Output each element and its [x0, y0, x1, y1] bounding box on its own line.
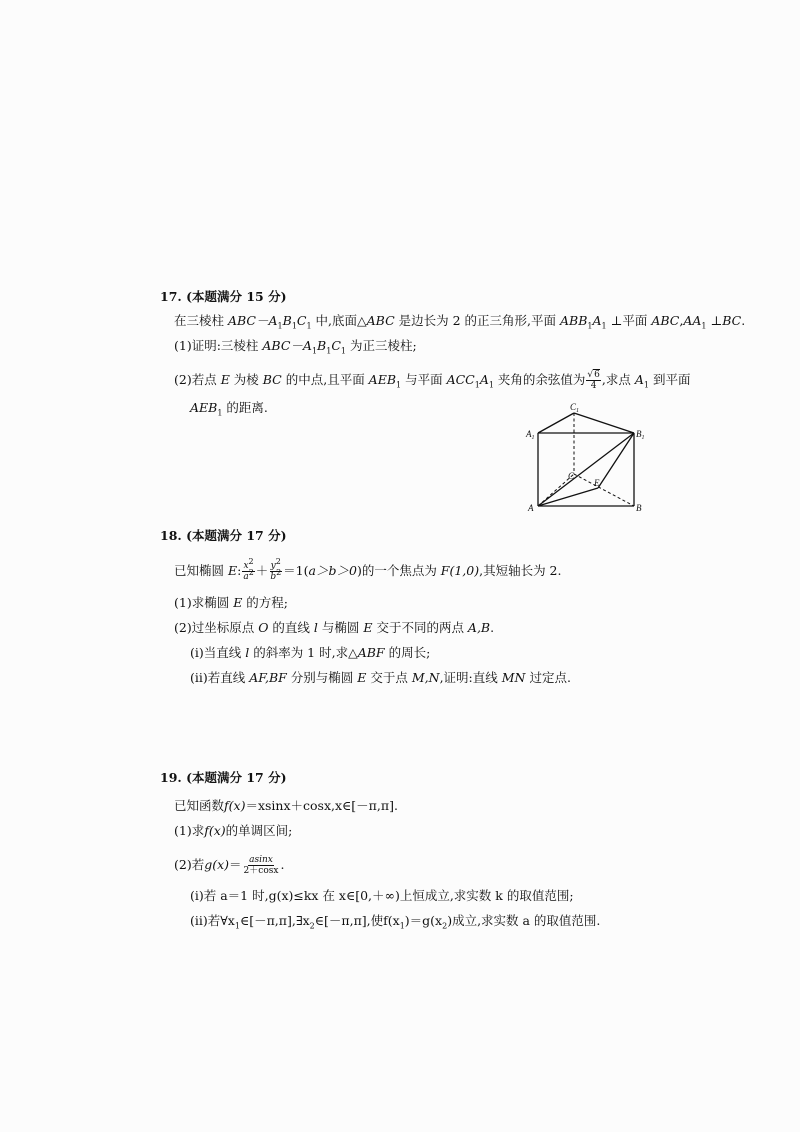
q17-part2: (2)若点 E 为棱 BC 的中点,且平面 $AEB_1$ 与平面 $ACC_1A_1$ 夹角的余弦值为 $\frac{√6}{4}$ ,求点 $A_1$ 到平面 [174, 370, 691, 391]
q18-part1: (1)求椭圆 E 的方程; [174, 595, 288, 610]
q17-part1: (1)证明:三棱柱 $ABC-A_1B_1C_1$ 为正三棱柱; [174, 338, 417, 356]
q19-part1: (1)求f(x)的单调区间; [174, 823, 293, 838]
q17-header: 17. (本题满分 15 分) [160, 289, 287, 304]
prism-figure [522, 400, 652, 515]
q19-header: 19. (本题满分 17 分) [160, 770, 287, 785]
label-a1: $A_1$ [526, 429, 535, 441]
q18-stem: 已知椭圆 E: $\frac{x^2}{a^2}$ ＋ $\frac{y^2}{b^2}$ ＝1(a＞b＞0)的一个焦点为 F(1,0),其短轴长为 2. [174, 557, 562, 582]
label-b1: $B_1$ [636, 429, 645, 441]
edge-eb1 [598, 433, 634, 488]
cosine-fraction: $\frac{√6}{4}$ [587, 370, 600, 391]
q18-part2-i: (ⅰ)当直线 l 的斜率为 1 时,求△ABF 的周长; [190, 645, 431, 660]
edge-ab1 [538, 433, 634, 506]
q18-header: 18. (本题满分 17 分) [160, 528, 287, 543]
label-b: B [636, 503, 642, 513]
edge-c1b1 [574, 413, 634, 433]
edge-a1c1 [538, 413, 574, 433]
q19-part2-ii: (ⅱ)若$\forall x_1\in[-\pi,\pi],\exists x_2\in[-\pi,\pi]$,使$f(x_1)=g(x_2)$成立,求实数 a 的取值范围. [190, 913, 601, 931]
label-c: C [568, 471, 575, 481]
q18-part2-ii: (ⅱ)若直线 AF,BF 分别与椭圆 E 交于点 M,N,证明:直线 MN 过定点. [190, 670, 571, 685]
edge-ae [538, 488, 598, 506]
q19-stem: 已知函数f(x)＝xsinx＋cosx,x∈[－π,π]. [174, 798, 398, 813]
label-c1: $C_1$ [570, 402, 580, 414]
q17-part2-line2: $AEB_1$ 的距离. [190, 400, 268, 418]
q19-part2-i: (ⅰ)若 a＝1 时,g(x)≤kx 在 x∈[0,＋∞)上恒成立,求实数 k 的取值范围; [190, 888, 574, 903]
q17-stem: 在三棱柱 $ABC-A_1B_1C_1$ 中,底面△ABC 是边长为 2 的正三角形,平面 $ABB_1A_1$ ⊥平面 $ABC,AA_1$ ⊥BC. [174, 313, 746, 331]
q18-part2: (2)过坐标原点 O 的直线 l 与椭圆 E 交于不同的两点 A,B. [174, 620, 495, 635]
q19-part2: (2)若g(x)＝ $\frac{asinx}{2+\cos x}$ . [174, 855, 285, 876]
label-e: E [594, 478, 600, 488]
label-a: A [528, 503, 534, 513]
